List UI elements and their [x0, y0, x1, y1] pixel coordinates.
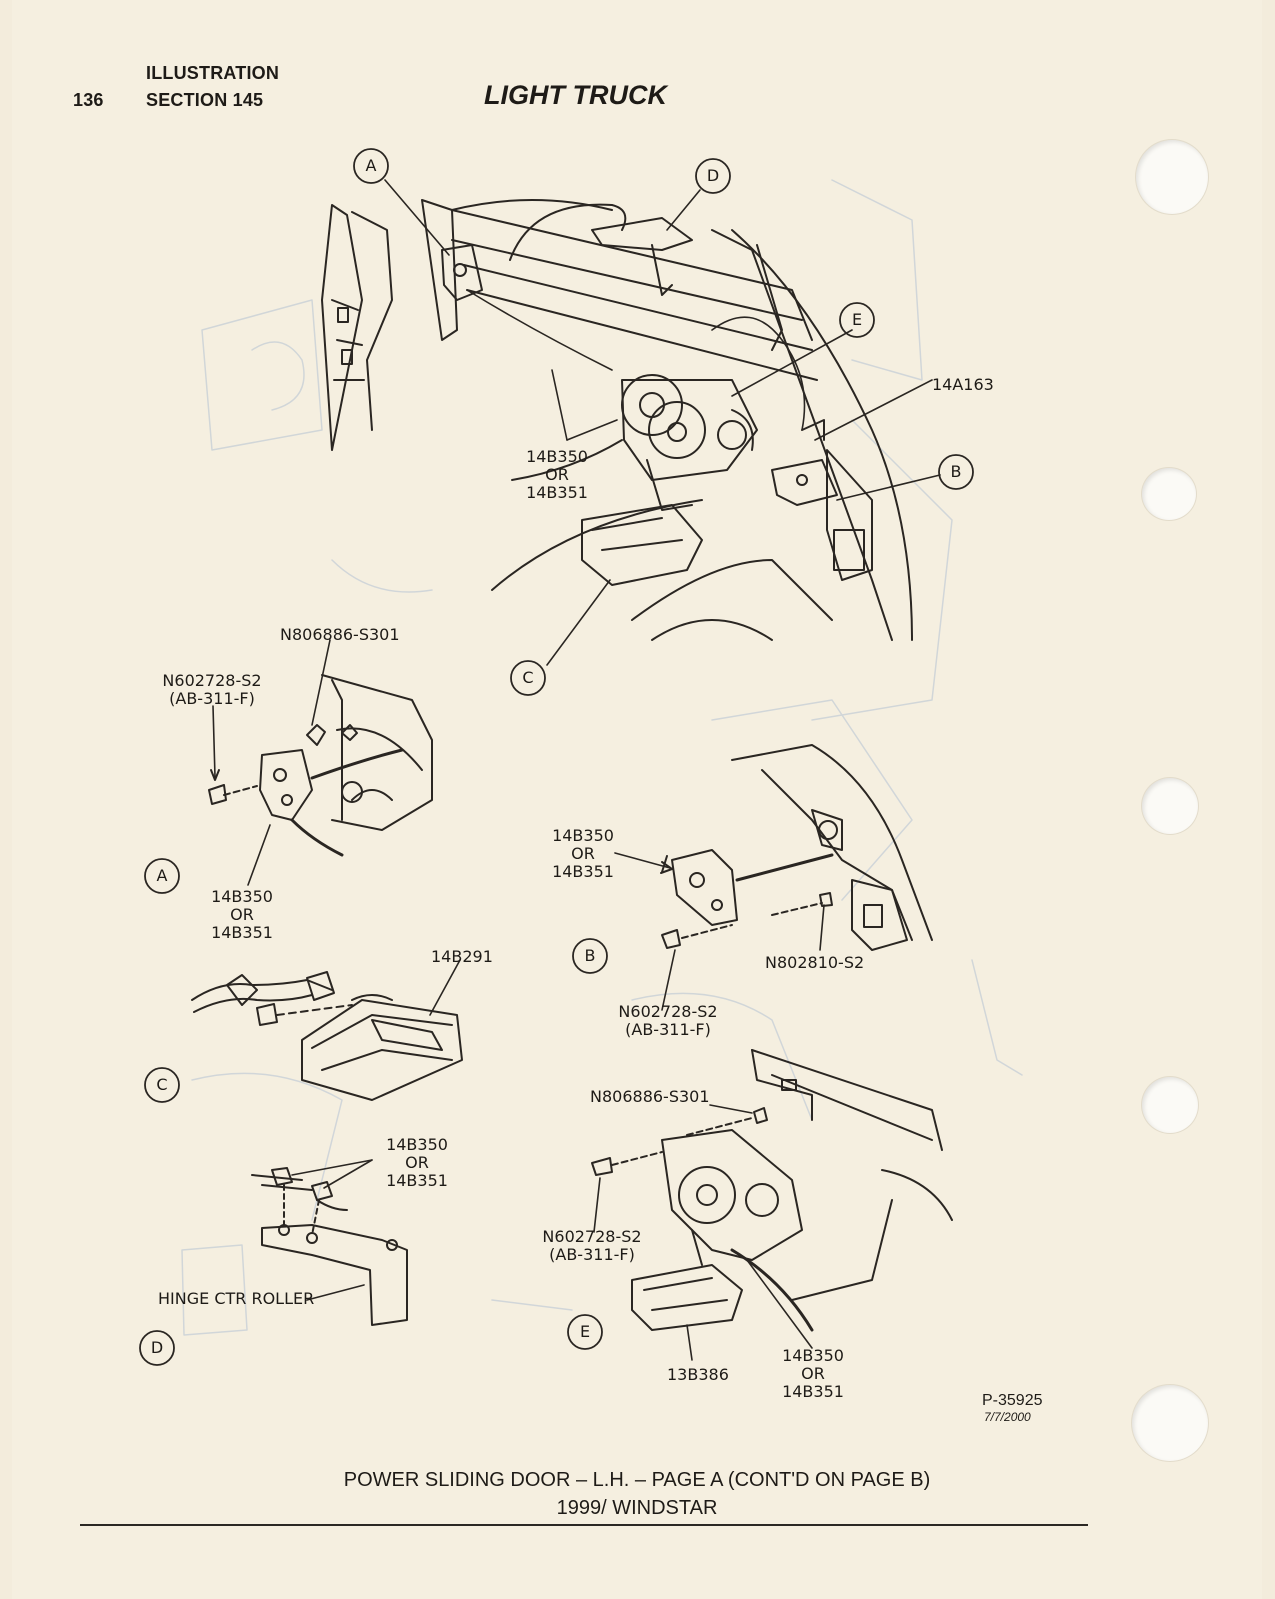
callout-d-main: D — [706, 166, 720, 185]
label-e-n806886: N806886-S301 — [590, 1087, 710, 1106]
cable-part-or: OR — [571, 844, 595, 863]
fastener-part: N602728-S2 — [618, 1002, 718, 1021]
cable-part-1: 14B350 — [386, 1135, 448, 1154]
figure-caption: POWER SLIDING DOOR – L.H. – PAGE A (CONT'D ON PAGE B) — [343, 1469, 931, 1491]
fastener-spec: (AB-311-F) — [625, 1020, 711, 1039]
illustration-code: P-35925 — [982, 1392, 1043, 1409]
label-a-cable — [197, 888, 287, 942]
cable-part-1: 14B350 — [782, 1346, 844, 1365]
callout-e-main: E — [851, 310, 863, 329]
callout-b-main: B — [950, 462, 962, 481]
illustration-number — [982, 1392, 1043, 1424]
detail-c-art — [192, 960, 462, 1100]
header-illustration: ILLUSTRATION — [146, 63, 280, 83]
label-a-n806886: N806886-S301 — [280, 625, 400, 644]
callout-d-detail: D — [150, 1338, 164, 1357]
label-a-n602728 — [152, 672, 272, 708]
cable-part-or: OR — [545, 465, 569, 484]
page-number: 136 — [73, 90, 104, 110]
diagram-artwork — [12, 0, 1262, 1599]
cable-part-1: 14B350 — [552, 826, 614, 845]
cable-part-2: 14B351 — [386, 1171, 448, 1190]
page-title: LIGHT TRUCK — [484, 80, 667, 110]
label-14a163: 14A163 — [932, 375, 994, 394]
cable-part-2: 14B351 — [211, 923, 273, 942]
fastener-part: N602728-S2 — [162, 671, 262, 690]
cable-part-1: 14B350 — [526, 447, 588, 466]
cable-part-or: OR — [405, 1153, 429, 1172]
callout-a-detail: A — [156, 866, 168, 885]
label-c-14b291: 14B291 — [431, 947, 493, 966]
header-section: SECTION 145 — [146, 90, 264, 110]
callout-a-main: A — [365, 156, 377, 175]
cable-part-2: 14B351 — [552, 862, 614, 881]
fastener-spec: (AB-311-F) — [169, 689, 255, 708]
page-sheet — [12, 0, 1262, 1599]
illustration-date: 7/7/2000 — [984, 1410, 1031, 1424]
label-main-cable — [512, 448, 602, 502]
main-leader-lines — [385, 180, 940, 665]
ghost-bleed-lines — [182, 180, 1022, 1335]
fastener-part: N602728-S2 — [542, 1227, 642, 1246]
figure-model: 1999/ WINDSTAR — [556, 1497, 718, 1519]
label-e-cable — [768, 1347, 858, 1401]
cable-part-or: OR — [230, 905, 254, 924]
callout-e-detail: E — [579, 1322, 591, 1341]
callout-c-main: C — [522, 668, 534, 687]
cable-part-2: 14B351 — [526, 483, 588, 502]
label-d-hinge-roller: HINGE CTR ROLLER — [158, 1289, 315, 1308]
label-b-cable — [538, 827, 628, 881]
label-b-n602728 — [608, 1003, 728, 1039]
callout-c-detail: C — [156, 1075, 168, 1094]
label-e-n602728 — [532, 1228, 652, 1264]
fastener-spec: (AB-311-F) — [549, 1245, 635, 1264]
label-d-cable — [372, 1136, 462, 1190]
cable-part-2: 14B351 — [782, 1382, 844, 1401]
label-e-13b386: 13B386 — [667, 1365, 729, 1384]
bottom-rule — [80, 1524, 1088, 1526]
cable-part-1: 14B350 — [211, 887, 273, 906]
label-b-n802810: N802810-S2 — [765, 953, 865, 972]
cable-part-or: OR — [801, 1364, 825, 1383]
callout-b-detail: B — [584, 946, 596, 965]
